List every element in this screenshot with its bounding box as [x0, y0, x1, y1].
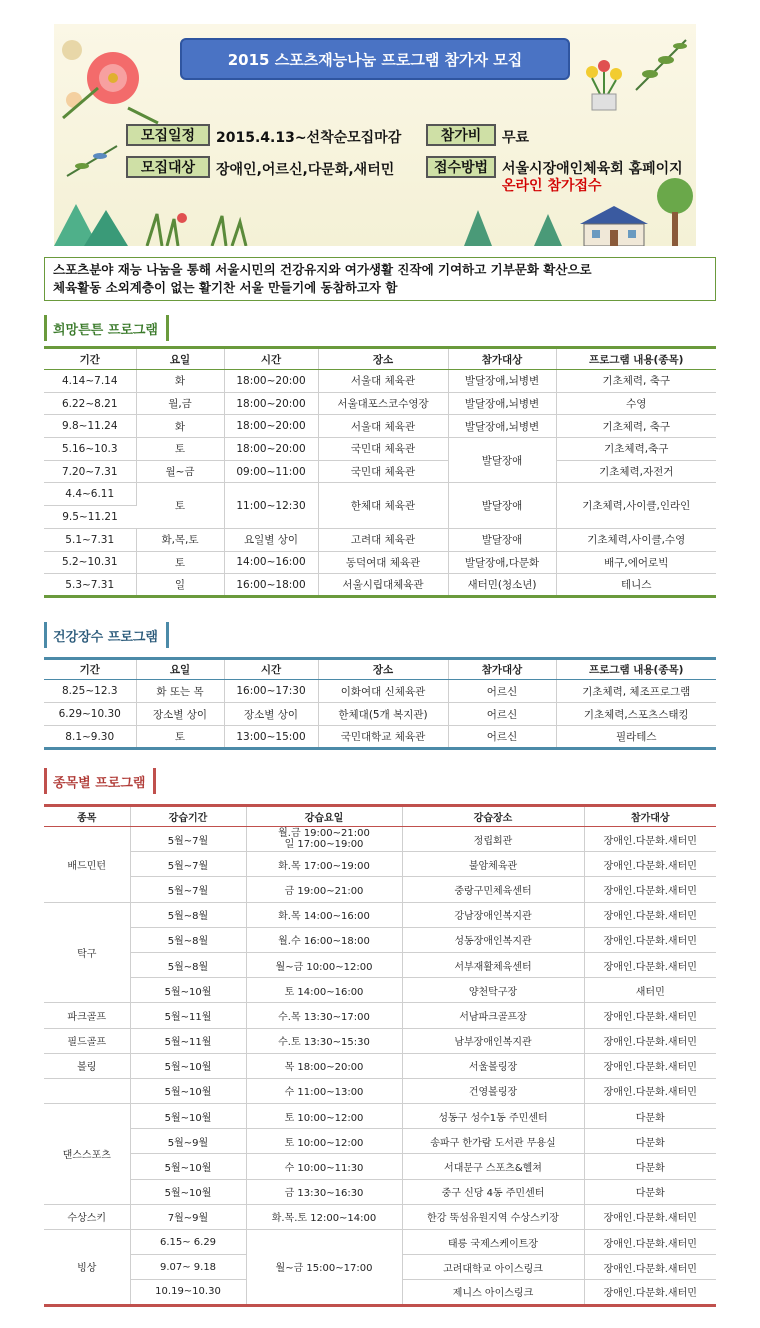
cell: 월~금 [136, 460, 224, 483]
table-row [44, 551, 716, 574]
target-label: 모집대상 [126, 156, 210, 178]
cell: 새터민 [584, 978, 716, 1003]
column-header: 참가대상 [584, 806, 716, 827]
cell: 5월~10월 [130, 978, 246, 1003]
column-header: 강습요일 [246, 806, 402, 827]
recruitment-banner [54, 24, 696, 246]
cell: 새터민(청소년) [448, 574, 556, 597]
column-header: 참가대상 [448, 348, 556, 370]
column-header: 참가대상 [448, 659, 556, 680]
cell: 요일별 상이 [224, 528, 318, 551]
cell: 일 [136, 574, 224, 597]
apply-value-online: 온라인 참가접수 [502, 178, 602, 194]
intro-line: 체육활동 소외계층이 없는 활기찬 서울 만들기에 동참하고자 함 [53, 280, 398, 295]
table-row [44, 952, 716, 977]
cell: 기초체력,스포츠스태킹 [556, 703, 716, 726]
table-row [44, 978, 716, 1003]
house-icon [574, 204, 654, 246]
cell: 월~금 15:00~17:00 [246, 1230, 402, 1306]
table-row [44, 680, 716, 703]
cell: 서울볼링장 [402, 1053, 584, 1078]
leaf-branch-icon [626, 30, 696, 100]
cell: 화.목.토 12:00~14:00 [246, 1204, 402, 1229]
cell: 장애인.다문화.새터민 [584, 952, 716, 977]
cell: 서부재활체육센터 [402, 952, 584, 977]
cell: 5.16~10.3 [44, 438, 136, 461]
cell: 5월~7월 [130, 852, 246, 877]
cell: 화 또는 목 [136, 680, 224, 703]
intro-line: 스포츠분야 재능 나눔을 통해 서울시민의 건강유지와 여가생활 진작에 기여하고 기부문화 확산으로 [53, 262, 592, 277]
cell: 한체대(5개 복지관) [318, 703, 448, 726]
cell: 목 18:00~20:00 [246, 1053, 402, 1078]
table-row [44, 1104, 716, 1129]
table-row [44, 1003, 716, 1028]
cell: 장애인.다문화.새터민 [584, 852, 716, 877]
table-row [44, 1204, 716, 1229]
cell: 토 [136, 483, 224, 528]
cell: 6.29~10.30 [44, 703, 136, 726]
cell: 9.8~11.24 [44, 415, 136, 438]
section-title-sports: 종목별 프로그램 [44, 768, 156, 794]
table-row [44, 902, 716, 927]
cell: 강남장애인복지관 [402, 902, 584, 927]
cell: 금 13:30~16:30 [246, 1179, 402, 1204]
cell: 5월~11월 [130, 1028, 246, 1053]
cell: 장애인.다문화.새터민 [584, 1028, 716, 1053]
cell: 화 [136, 415, 224, 438]
table-row [44, 415, 716, 438]
cell: 5월~7월 [130, 827, 246, 852]
cell: 5월~11월 [130, 1003, 246, 1028]
cell: 어르신 [448, 726, 556, 749]
cell: 장애인.다문화.새터민 [584, 1078, 716, 1103]
table-row [44, 852, 716, 877]
column-header: 프로그램 내용(종목) [556, 348, 716, 370]
cell: 토 10:00~12:00 [246, 1104, 402, 1129]
cell: 장소별 상이 [136, 703, 224, 726]
fee-label: 참가비 [426, 124, 496, 146]
table-row [44, 1179, 716, 1204]
cell: 태릉 국제스케이트장 [402, 1230, 584, 1255]
leaf-sprig-icon [62, 136, 122, 186]
cell: 5월~7월 [130, 877, 246, 902]
cell: 정립회관 [402, 827, 584, 852]
cell: 양천탁구장 [402, 978, 584, 1003]
cell: 남부장애인복지관 [402, 1028, 584, 1053]
cell: 5월~8월 [130, 927, 246, 952]
table-row [44, 827, 716, 852]
cell: 18:00~20:00 [224, 370, 318, 393]
column-header: 기간 [44, 348, 136, 370]
table-header-row [44, 806, 716, 827]
column-header: 장소 [318, 348, 448, 370]
cell: 필라테스 [556, 726, 716, 749]
cell: 토 10:00~12:00 [246, 1129, 402, 1154]
cell: 화.목 14:00~16:00 [246, 902, 402, 927]
table-row [44, 574, 716, 597]
cell: 한강 뚝섬유원지역 수상스키장 [402, 1204, 584, 1229]
cell: 기초체력,사이클,인라인 [556, 483, 716, 528]
cell: 필드골프 [44, 1028, 130, 1053]
cell: 다문화 [584, 1129, 716, 1154]
target-value: 장애인,어르신,다문화,새터민 [216, 162, 395, 178]
cell: 월~금 10:00~12:00 [246, 952, 402, 977]
cell: 파크골프 [44, 1003, 130, 1028]
cell: 불암체육관 [402, 852, 584, 877]
cell: 서대문구 스포츠&헬쳐 [402, 1154, 584, 1179]
cell: 5월~8월 [130, 902, 246, 927]
cell: 테니스 [556, 574, 716, 597]
cell: 6.22~8.21 [44, 392, 136, 415]
apply-label: 접수방법 [426, 156, 496, 178]
cell: 5월~10월 [130, 1179, 246, 1204]
cell: 서울시립대체육관 [318, 574, 448, 597]
tree-icon [454, 200, 574, 246]
cell: 수영 [556, 392, 716, 415]
cell: 장애인.다문화.새터민 [584, 927, 716, 952]
cell: 성동장애인복지관 [402, 927, 584, 952]
cell: 5월~10월 [130, 1154, 246, 1179]
cell: 장애인.다문화.새터민 [584, 1280, 716, 1305]
cell: 기초체력, 체조프로그램 [556, 680, 716, 703]
fee-value: 무료 [502, 130, 530, 146]
cell: 국민대 체육관 [318, 438, 448, 461]
cell: 5월~9월 [130, 1129, 246, 1154]
cell: 배드민턴 [44, 827, 130, 903]
table-row [44, 1078, 716, 1103]
cell: 18:00~20:00 [224, 438, 318, 461]
cell: 배구,에어로빅 [556, 551, 716, 574]
cell: 5월~10월 [130, 1053, 246, 1078]
cell: 빙상 [44, 1230, 130, 1306]
cell: 서울대 체육관 [318, 415, 448, 438]
cell: 장애인.다문화.새터민 [584, 1255, 716, 1280]
cell: 수 11:00~13:00 [246, 1078, 402, 1103]
cell: 장애인.다문화.새터민 [584, 1053, 716, 1078]
flower-pot-icon [574, 54, 634, 114]
cell: 고려대학교 아이스링크 [402, 1255, 584, 1280]
table-header-row [44, 659, 716, 680]
column-header: 강습장소 [402, 806, 584, 827]
cell: 국민대학교 체육관 [318, 726, 448, 749]
cell: 수 10:00~11:30 [246, 1154, 402, 1179]
cell: 탁구 [44, 902, 130, 1003]
cell: 16:00~17:30 [224, 680, 318, 703]
table-row [44, 460, 716, 483]
schedule-value: 2015.4.13~선착순모집마감 [216, 130, 402, 146]
cell: 수.목 13:30~17:00 [246, 1003, 402, 1028]
cell: 성동구 성수1동 주민센터 [402, 1104, 584, 1129]
apply-value: 서울시장애인체육회 홈페이지 [502, 161, 683, 177]
cell: 어르신 [448, 680, 556, 703]
cell: 발달장애,뇌병변 [448, 415, 556, 438]
cell: 14:00~16:00 [224, 551, 318, 574]
column-header: 요일 [136, 348, 224, 370]
schedule-label: 모집일정 [126, 124, 210, 146]
cell: 장애인.다문화.새터민 [584, 1003, 716, 1028]
cell: 기초체력,사이클,수영 [556, 528, 716, 551]
cell: 이화여대 신체육관 [318, 680, 448, 703]
table-header-row [44, 348, 716, 370]
cell: 화 [136, 370, 224, 393]
column-header: 기간 [44, 659, 136, 680]
cell: 화.목 17:00~19:00 [246, 852, 402, 877]
cell: 6.15~ 6.29 [130, 1230, 246, 1255]
cell: 4.4~6.11 [44, 483, 136, 506]
cell: 서울대 체육관 [318, 370, 448, 393]
table-row [44, 703, 716, 726]
cell: 5월~10월 [130, 1104, 246, 1129]
cell: 다문화 [584, 1104, 716, 1129]
cell: 8.25~12.3 [44, 680, 136, 703]
cell: 5.3~7.31 [44, 574, 136, 597]
cell: 발달장애 [448, 483, 556, 528]
column-header: 시간 [224, 348, 318, 370]
hope-program-table [44, 346, 716, 598]
cell: 9.07~ 9.18 [130, 1255, 246, 1280]
cell: 수.토 13:30~15:30 [246, 1028, 402, 1053]
cell: 발달장애,뇌병변 [448, 370, 556, 393]
cell: 댄스스포츠 [44, 1104, 130, 1205]
section-title-longevity: 건강장수 프로그램 [44, 622, 169, 648]
column-header: 프로그램 내용(종목) [556, 659, 716, 680]
cell: 5.2~10.31 [44, 551, 136, 574]
column-header: 시간 [224, 659, 318, 680]
cell: 어르신 [448, 703, 556, 726]
cell: 토 [136, 726, 224, 749]
table-row [44, 392, 716, 415]
cell: 4.14~7.14 [44, 370, 136, 393]
cell: 서남파크골프장 [402, 1003, 584, 1028]
cell: 기초체력, 축구 [556, 370, 716, 393]
cell: 8.1~9.30 [44, 726, 136, 749]
table-row [44, 927, 716, 952]
banner-title: 2015 스포츠재능나눔 프로그램 참가자 모집 [180, 38, 570, 80]
cell: 수상스키 [44, 1204, 130, 1229]
cell: 9.5~11.21 [44, 506, 136, 529]
cell: 기초체력,자전거 [556, 460, 716, 483]
cell-line: 일 17:00~19:00 [284, 839, 364, 851]
cell: 화,목,토 [136, 528, 224, 551]
cell [246, 827, 402, 852]
cell: 5월~8월 [130, 952, 246, 977]
cell: 한체대 체육관 [318, 483, 448, 528]
cell: 서울대포스코수영장 [318, 392, 448, 415]
table-row [44, 1028, 716, 1053]
table-row [44, 877, 716, 902]
cell: 발달장애,다문화 [448, 551, 556, 574]
flower-decoration-icon [58, 28, 168, 128]
table-row [44, 370, 716, 393]
table-row [44, 1230, 716, 1255]
cell: 중랑구민체육센터 [402, 877, 584, 902]
cell: 7월~9월 [130, 1204, 246, 1229]
cell: 중구 신당 4동 주민센터 [402, 1179, 584, 1204]
table-row [44, 1053, 716, 1078]
cell: 5월~10월 [130, 1078, 246, 1103]
cell: 월,금 [136, 392, 224, 415]
cell: 5.1~7.31 [44, 528, 136, 551]
cell: 국민대 체육관 [318, 460, 448, 483]
intro-box [44, 257, 716, 301]
cell: 7.20~7.31 [44, 460, 136, 483]
cell: 기초체력, 축구 [556, 415, 716, 438]
cell: 18:00~20:00 [224, 392, 318, 415]
cell: 토 [136, 551, 224, 574]
cell [44, 1078, 130, 1103]
cell: 발달장애,뇌병변 [448, 392, 556, 415]
cell: 건영볼링장 [402, 1078, 584, 1103]
mountain-icon [54, 196, 134, 246]
tree-icon [654, 174, 696, 246]
cell: 동덕여대 체육관 [318, 551, 448, 574]
sports-program-table [44, 804, 716, 1307]
cell: 10.19~10.30 [130, 1280, 246, 1305]
table-row [44, 1129, 716, 1154]
cell: 09:00~11:00 [224, 460, 318, 483]
longevity-program-table [44, 657, 716, 750]
cell-line: 월.금 19:00~21:00 [278, 828, 370, 840]
cell: 13:00~15:00 [224, 726, 318, 749]
cell: 토 [136, 438, 224, 461]
column-header: 요일 [136, 659, 224, 680]
cell: 장애인.다문화.새터민 [584, 877, 716, 902]
table-row [44, 726, 716, 749]
cell: 11:00~12:30 [224, 483, 318, 528]
column-header: 강습기간 [130, 806, 246, 827]
cell: 16:00~18:00 [224, 574, 318, 597]
section-title-hope: 희망튼튼 프로그램 [44, 315, 169, 341]
column-header: 종목 [44, 806, 130, 827]
table-row [44, 528, 716, 551]
cell: 장소별 상이 [224, 703, 318, 726]
cell: 18:00~20:00 [224, 415, 318, 438]
cell: 볼링 [44, 1053, 130, 1078]
cell: 다문화 [584, 1179, 716, 1204]
cell: 장애인.다문화.새터민 [584, 902, 716, 927]
cell: 장애인.다문화.새터민 [584, 1230, 716, 1255]
cell: 발달장애 [448, 528, 556, 551]
cell: 월.수 16:00~18:00 [246, 927, 402, 952]
grass-icon [142, 204, 252, 246]
cell: 토 14:00~16:00 [246, 978, 402, 1003]
column-header: 장소 [318, 659, 448, 680]
cell: 다문화 [584, 1154, 716, 1179]
cell: 기초체력,축구 [556, 438, 716, 461]
cell: 장애인.다문화.새터민 [584, 1204, 716, 1229]
cell: 제니스 아이스링크 [402, 1280, 584, 1305]
cell: 금 19:00~21:00 [246, 877, 402, 902]
cell: 송파구 한가람 도서관 무용실 [402, 1129, 584, 1154]
table-row [44, 483, 716, 506]
cell: 고려대 체육관 [318, 528, 448, 551]
table-row [44, 438, 716, 461]
cell: 장애인.다문화.새터민 [584, 827, 716, 852]
cell: 발달장애 [448, 438, 556, 483]
table-row [44, 1154, 716, 1179]
